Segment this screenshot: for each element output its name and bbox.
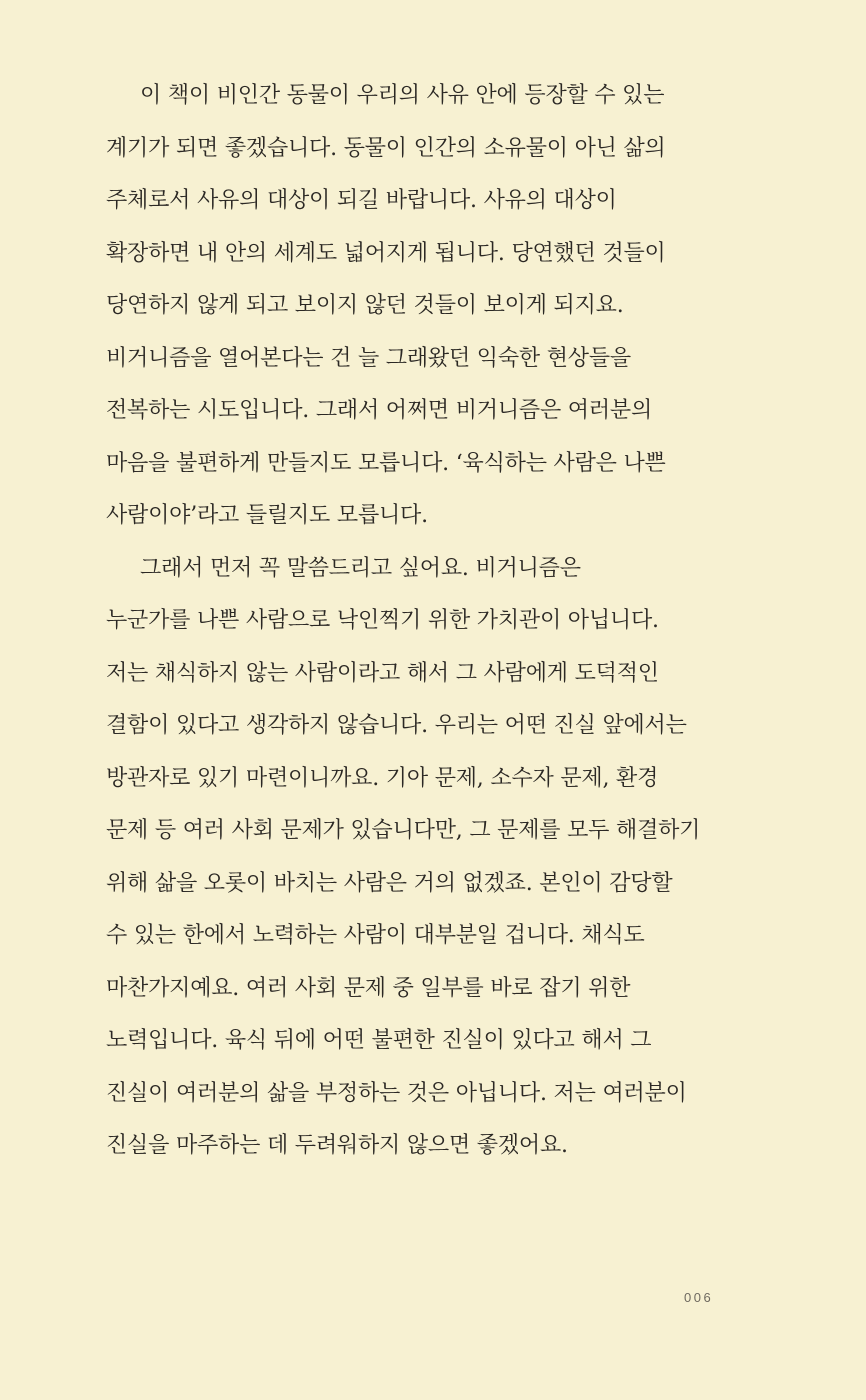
- paragraph-2-line-10: 노력입니다. 육식 뒤에 어떤 불편한 진실이 있다고 해서 그: [106, 1028, 652, 1053]
- paragraph-2-line-4: 결함이 있다고 생각하지 않습니다. 우리는 어떤 진실 앞에서는: [106, 713, 687, 738]
- paragraph-1-line-7: 전복하는 시도입니다. 그래서 어쩌면 비거니즘은 여러분의: [106, 398, 653, 423]
- paragraph-1-line-4: 확장하면 내 안의 세계도 넓어지게 됩니다. 당연했던 것들이: [106, 240, 666, 266]
- paragraph-1-line-2: 계기가 되면 좋겠습니다. 동물이 인간의 소유물이 아닌 삶의: [106, 135, 666, 161]
- paragraph-2-line-12: 진실을 마주하는 데 두려워하지 않으면 좋겠어요.: [106, 1133, 568, 1158]
- page-number: 006: [684, 1290, 714, 1305]
- paragraph-1-line-6: 비거니즘을 열어본다는 건 늘 그래왔던 익숙한 현상들을: [106, 345, 631, 371]
- paragraph-2-line-6: 문제 등 여러 사회 문제가 있습니다만, 그 문제를 모두 해결하기: [106, 818, 701, 843]
- paragraph-2-line-2: 누군가를 나쁜 사람으로 낙인찍기 위한 가치관이 아닙니다.: [106, 608, 659, 633]
- paragraph-1-line-3: 주체로서 사유의 대상이 되길 바랍니다. 사유의 대상이: [106, 188, 617, 213]
- paragraph-1-line-8: 마음을 불편하게 만들지도 모릅니다. ‘육식하는 사람은 나쁜: [106, 450, 666, 476]
- paragraph-1-line-5: 당연하지 않게 되고 보이지 않던 것들이 보이게 되지요.: [106, 293, 624, 318]
- paragraph-2-line-8: 수 있는 한에서 노력하는 사람이 대부분일 겁니다. 채식도: [106, 923, 645, 948]
- paragraph-2-line-9: 마찬가지예요. 여러 사회 문제 중 일부를 바로 잡기 위한: [106, 975, 631, 1001]
- paragraph-2-line-3: 저는 채식하지 않는 사람이라고 해서 그 사람에게 도덕적인: [106, 660, 659, 686]
- paragraph-2-line-5: 방관자로 있기 마련이니까요. 기아 문제, 소수자 문제, 환경: [106, 765, 659, 791]
- paragraph-1-line-1: 이 책이 비인간 동물이 우리의 사유 안에 등장할 수 있는: [140, 83, 665, 108]
- paragraph-2-line-1: 그래서 먼저 꼭 말씀드리고 싶어요. 비거니즘은: [140, 555, 581, 581]
- paragraph-2-line-11: 진실이 여러분의 삶을 부정하는 것은 아닙니다. 저는 여러분이: [106, 1080, 687, 1106]
- body-text: [106, 73, 726, 1176]
- paragraph-1-line-9: 사람이야’라고 들릴지도 모릅니다.: [106, 503, 428, 528]
- paragraph-2-line-7: 위해 삶을 오롯이 바치는 사람은 거의 없겠죠. 본인이 감당할: [106, 870, 673, 896]
